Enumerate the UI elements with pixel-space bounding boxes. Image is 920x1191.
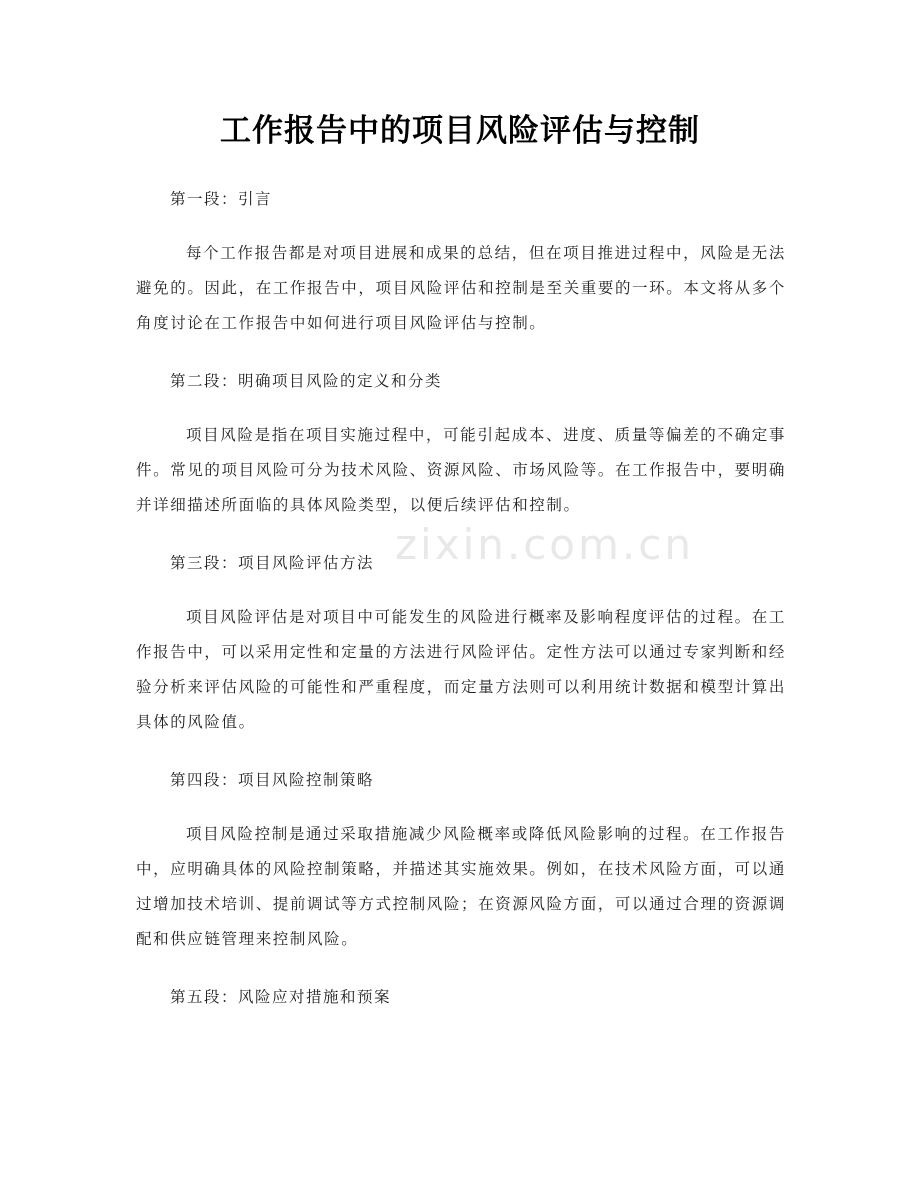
- section-paragraph-4: 项目风险控制是通过采取措施减少风险概率或降低风险影响的过程。在工作报告中，应明确具体的风险控制策略，并描述其实施效果。例如，在技术风险方面，可以通过增加技术培训、提前调试等方式控制风险；在资源风险方面，可以通过合理的资源调配和供应链管理来控制风险。: [136, 825, 786, 948]
- section-heading-5: 第五段：风险应对措施和预案: [170, 988, 392, 1006]
- section-heading-3: 第三段：项目风险评估方法: [170, 554, 375, 572]
- document-title: 工作报告中的项目风险评估与控制: [220, 113, 700, 149]
- section-paragraph-1: 每个工作报告都是对项目进展和成果的总结，但在项目推进过程中，风险是无法避免的。因此，在工作报告中，项目风险评估和控制是至关重要的一环。本文将从多个角度讨论在工作报告中如何进行项目风险评估与控制。: [136, 244, 786, 332]
- section-paragraph-3: 项目风险评估是对项目中可能发生的风险进行概率及影响程度评估的过程。在工作报告中，可以采用定性和定量的方法进行风险评估。定性方法可以通过专家判断和经验分析来评估风险的可能性和严重程度，而定量方法则可以利用统计数据和模型计算出具体的风险值。: [136, 608, 786, 731]
- section-heading-4: 第四段：项目风险控制策略: [170, 771, 375, 789]
- section-paragraph-2: 项目风险是指在项目实施过程中，可能引起成本、进度、质量等偏差的不确定事件。常见的项目风险可分为技术风险、资源风险、市场风险等。在工作报告中，要明确并详细描述所面临的具体风险类型，以便后续评估和控制。: [136, 426, 786, 514]
- section-heading-2: 第二段：明确项目风险的定义和分类: [170, 372, 443, 390]
- watermark: zixin.com.cn: [395, 520, 694, 569]
- document-body: [136, 183, 786, 1034]
- section-heading-1: 第一段：引言: [170, 190, 273, 208]
